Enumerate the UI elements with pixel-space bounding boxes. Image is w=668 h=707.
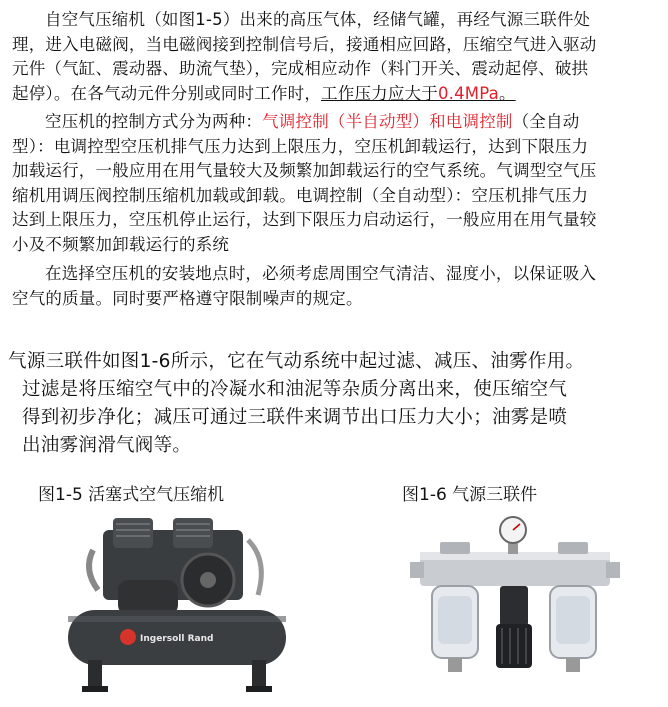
text-line: 出油雾润滑气阀等。: [22, 435, 192, 456]
text-line: [12, 82, 658, 107]
pressure-requirement: [321, 84, 516, 103]
paragraph-control-modes: [12, 110, 658, 257]
text-line: 气源三联件如图1-6所示，它在气动系统中起过滤、减压、油雾作用。: [8, 351, 585, 372]
text-segment: 工作压力应大于: [321, 83, 438, 103]
text-line: 缩机用调压阀控制压缩机加载或卸载。电调控制（全自动型）：空压机排气压力: [12, 185, 589, 205]
paragraph-compressor-flow: [12, 8, 658, 106]
text-line: 得到初步净化；减压可通过三联件来调节出口压力大小；油雾是喷: [22, 407, 568, 428]
text-line: [12, 110, 658, 135]
paragraph-frl-unit: [8, 348, 660, 460]
pressure-value: 0.4MPa: [437, 83, 499, 103]
text-line: 加载运行，一般应用在用气量较大及频繁加卸载运行的空气系统。气调型空气压: [12, 161, 597, 180]
highlight-control-types: 气调控制（半自动型）和电调控制: [262, 112, 513, 131]
figure-caption-compressor: 图1-5 活塞式空气压缩机: [38, 485, 225, 505]
text-segment: （全自动: [512, 112, 580, 131]
text-segment: 。: [498, 83, 516, 103]
text-line: 过滤是将压缩空气中的冷凝水和油泥等杂质分离出来，使压缩空气: [22, 379, 568, 400]
figure-caption-frl: 图1-6 气源三联件: [402, 485, 538, 505]
text-line: 自空气压缩机（如图1-5）出来的高压气体，经储气罐，再经气源三联件处: [45, 10, 591, 29]
text-line: 元件（气缸、震动器、助流气垫），完成相应动作（料门开关、震动起停、破拱: [12, 59, 589, 78]
text-line: 小及不频繁加卸载运行的系统: [12, 234, 230, 254]
text-line: 在选择空压机的安装地点时，必须考虑周围空气清洁、湿度小，以保证吸入: [45, 264, 597, 283]
text-line: 理，进入电磁阀，当电磁阀接到控制信号后，接通相应回路，压缩空气进入驱动: [12, 34, 597, 54]
paragraph-installation: [12, 262, 658, 311]
text-line: 达到上限压力，空压机停止运行，达到下限压力启动运行，一般应用在用气量较: [12, 210, 597, 229]
brand-logo-text: Ingersoll Rand: [140, 634, 214, 644]
text-segment: 空压机的控制方式分为两种：: [45, 112, 263, 131]
text-line: 空气的质量。同时要严格遵守限制噪声的规定。: [12, 288, 363, 308]
frl-unit-image: [410, 512, 620, 700]
air-compressor-image: [58, 510, 296, 700]
text-line: 型）：电调控型空压机排气压力达到上限压力，空压机卸载运行，达到下限压力: [12, 136, 589, 156]
text-segment: 起停）。在各气动元件分别或同时工作时，: [12, 83, 322, 103]
